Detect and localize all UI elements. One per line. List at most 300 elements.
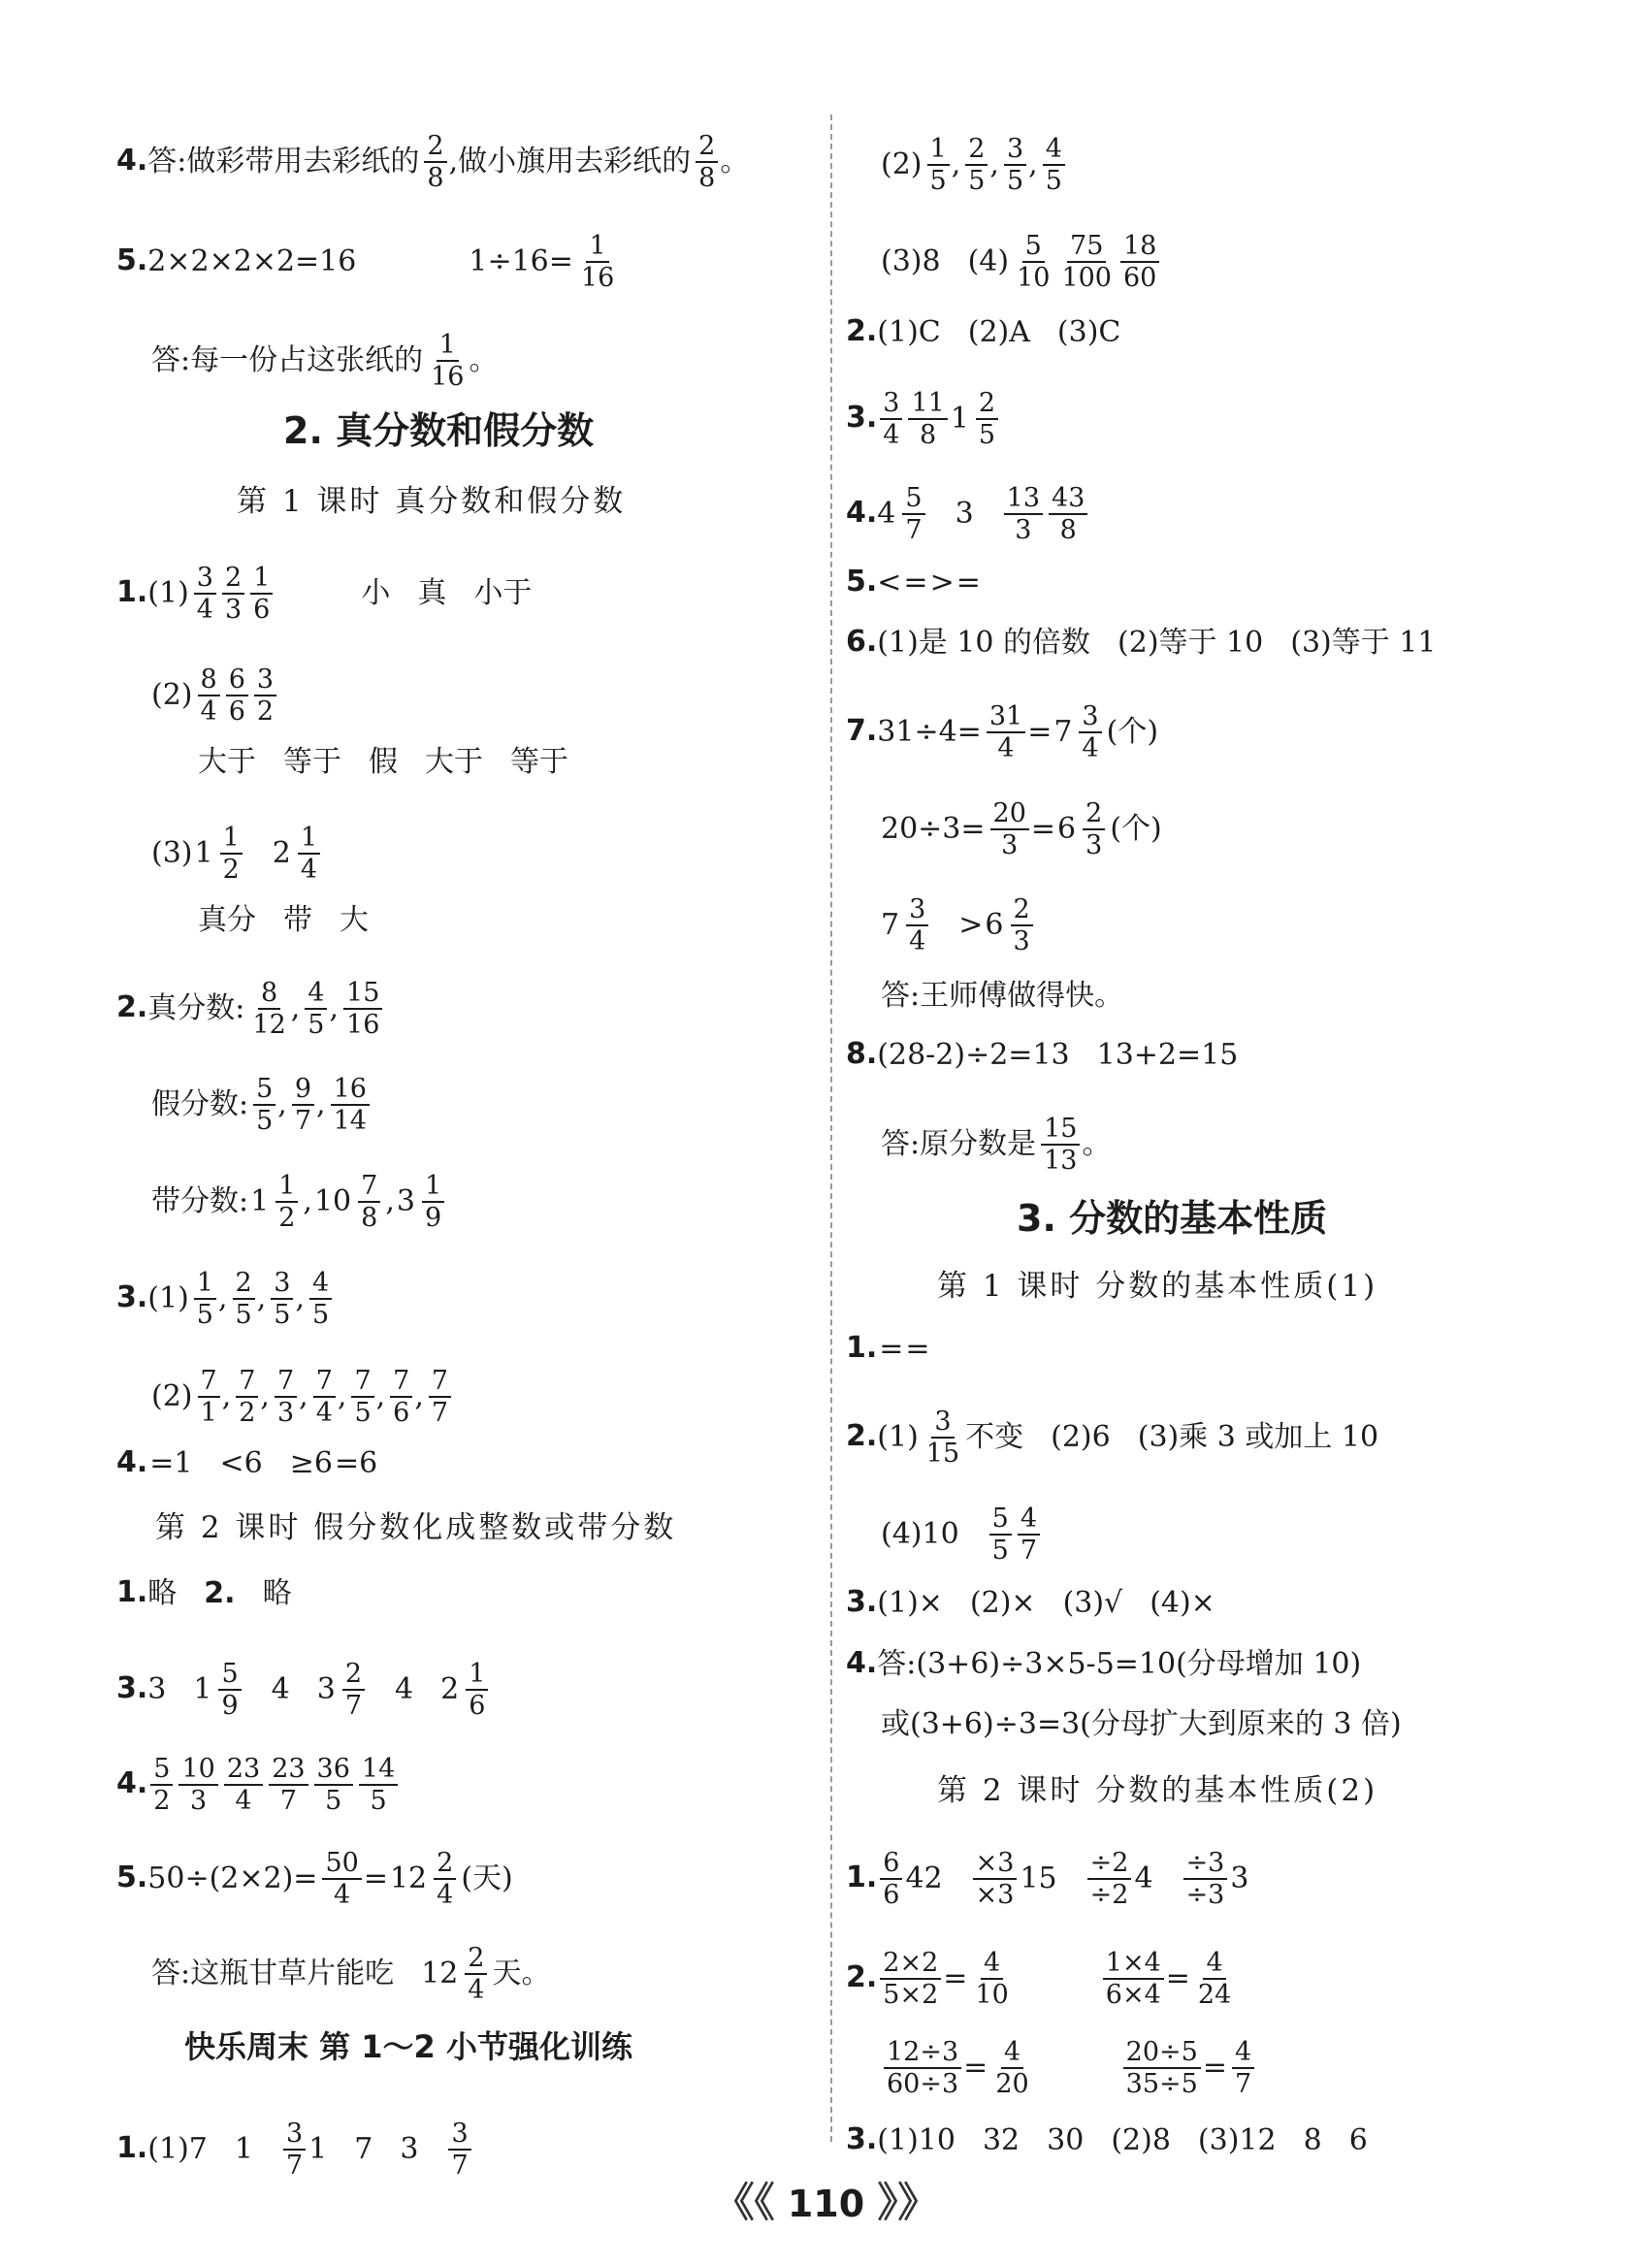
denominator: 2 <box>222 855 240 885</box>
whole-part: 2 <box>440 1672 460 1706</box>
answer-text: 2×2×2×2=16 <box>147 244 357 278</box>
numerator: 12÷3 <box>884 2037 961 2069</box>
numerator: 4 <box>305 978 327 1010</box>
lesson-subtitle: 第 2 课时 假分数化成整数或带分数 <box>155 1510 677 1545</box>
question-number: 3. <box>846 2122 878 2156</box>
fraction <box>466 1659 488 1721</box>
numerator: 2×2 <box>880 1948 941 1980</box>
numerator: 18 <box>1120 231 1159 263</box>
answer-line <box>116 1848 540 1910</box>
answer-line <box>116 978 385 1040</box>
mixed-number <box>390 1848 459 1910</box>
answer-text: 答:原分数是 <box>881 1127 1037 1161</box>
numerator: 36 <box>314 1754 353 1786</box>
numerator: 5 <box>150 1754 173 1786</box>
whole-part: 3 <box>396 1184 415 1218</box>
denominator: 7 <box>1020 1536 1038 1566</box>
numerator: 23 <box>269 1754 308 1786</box>
answer-line <box>116 1443 405 1483</box>
mixed-number <box>317 1659 368 1721</box>
question-number: 1. <box>116 2131 148 2165</box>
fraction <box>973 1848 1018 1910</box>
numerator: 1 <box>250 563 273 595</box>
denominator: 3 <box>1001 830 1019 860</box>
mixed-number <box>250 1171 301 1233</box>
fraction <box>1087 1848 1132 1910</box>
numerator: 9 <box>292 1074 314 1106</box>
denominator: 20 <box>995 2069 1029 2099</box>
answer-text: , <box>337 1379 347 1413</box>
numerator: 5 <box>253 1074 275 1106</box>
denominator: 16 <box>431 362 465 392</box>
answer-text: (28-2)÷2=13 <box>877 1038 1070 1072</box>
numerator: 3 <box>1004 134 1026 166</box>
denominator: 5 <box>274 1300 291 1330</box>
fraction <box>250 563 273 625</box>
denominator: 5 <box>370 1786 387 1816</box>
numerator: 20 <box>990 798 1029 830</box>
fraction <box>434 1848 456 1910</box>
answer-text: (2)等于 10 <box>1118 626 1264 660</box>
fraction <box>578 231 617 293</box>
numerator: 4 <box>1001 2037 1023 2069</box>
fraction <box>987 701 1025 763</box>
denominator: 2 <box>239 1398 256 1428</box>
numerator: 4 <box>1232 2037 1254 2069</box>
fraction <box>1120 231 1159 293</box>
fraction <box>1079 701 1101 763</box>
lesson-subtitle: 第 2 课时 分数的基本性质(2) <box>937 1773 1378 1808</box>
mixed-number <box>440 1659 491 1721</box>
lesson-subtitle: 第 1 课时 真分数和假分数 <box>237 484 627 519</box>
answer-line <box>116 131 751 193</box>
numerator: 7 <box>198 1366 220 1398</box>
denominator: 6 <box>469 1691 486 1721</box>
answer-text: 天。 <box>492 1957 551 1990</box>
question-number: 4. <box>116 1445 148 1479</box>
fraction <box>220 823 243 885</box>
numerator: 2 <box>465 1943 487 1975</box>
answer-line <box>116 1573 319 1613</box>
denominator: 5 <box>311 1300 330 1330</box>
fraction <box>884 2037 961 2099</box>
answer-text: (3)8 <box>881 244 941 278</box>
answer-text: , <box>329 991 340 1025</box>
answer-text: , <box>316 1087 326 1121</box>
fraction <box>429 1366 451 1428</box>
answer-line <box>881 134 1068 196</box>
mixed-number <box>273 823 323 885</box>
denominator: 4 <box>200 696 217 727</box>
answer-line <box>116 563 559 625</box>
answer-text: 13+2=15 <box>1096 1038 1239 1072</box>
fraction <box>1123 2037 1201 2099</box>
column-divider <box>830 114 832 2142</box>
whole-part: 7 <box>1053 715 1073 749</box>
answer-line <box>846 1644 1388 1684</box>
answer-text: (4)× <box>1150 1586 1215 1620</box>
denominator: 5 <box>325 1786 342 1816</box>
denominator: 13 <box>1044 1146 1078 1176</box>
denominator: 7 <box>1234 2069 1252 2099</box>
denominator: ÷3 <box>1185 1880 1225 1910</box>
question-number: 3. <box>846 1585 878 1619</box>
denominator: 5 <box>978 420 996 450</box>
denominator: 5 <box>929 166 947 196</box>
numerator: 6 <box>880 1848 902 1880</box>
numerator: 16 <box>331 1074 370 1106</box>
fraction <box>1083 798 1105 860</box>
denominator: 5 <box>354 1398 372 1428</box>
whole-part: 1 <box>194 836 213 870</box>
question-number: 2. <box>846 314 878 348</box>
answer-text: 8 <box>1303 2123 1322 2157</box>
numerator: 7 <box>236 1366 258 1398</box>
lesson-subtitle: 快乐周末 第 1～2 小节强化训练 <box>184 2028 632 2065</box>
answer-line <box>116 2119 474 2181</box>
answer-line <box>881 798 1189 860</box>
answer-line <box>116 1754 401 1816</box>
answer-text: (3)√ <box>1062 1586 1123 1620</box>
denominator: 9 <box>424 1203 442 1233</box>
fraction <box>976 388 998 450</box>
fraction <box>305 978 327 1040</box>
numerator: 3 <box>283 2119 306 2151</box>
fraction <box>342 1659 365 1721</box>
answer-text: 1 <box>234 2132 253 2166</box>
answer-text: 小于 <box>473 576 533 610</box>
denominator: 4 <box>997 733 1015 763</box>
answer-text: (4) <box>967 244 1010 278</box>
denominator: 8 <box>427 163 444 193</box>
numerator: 4 <box>1203 1948 1225 1980</box>
fraction <box>331 1074 370 1136</box>
numerator: 15 <box>343 978 382 1010</box>
numerator: 7 <box>275 1366 297 1398</box>
chevron-left-icon: 《《 <box>713 2179 775 2226</box>
fraction <box>1004 483 1043 545</box>
numerator: 23 <box>224 1754 263 1786</box>
denominator: 2 <box>278 1203 296 1233</box>
answer-text: = <box>879 1332 904 1366</box>
denominator: 4 <box>334 1880 351 1910</box>
answer-text: (2)8 <box>1111 2123 1171 2157</box>
denominator: 8 <box>361 1203 378 1233</box>
whole-part: 1 <box>250 1184 270 1218</box>
mixed-number <box>397 1171 447 1233</box>
fraction <box>275 1171 298 1233</box>
answer-text: 真分数: <box>147 991 245 1025</box>
numerator: 2 <box>222 563 244 595</box>
answer-line <box>881 1504 1043 1566</box>
fraction <box>902 483 924 545</box>
numerator: 2 <box>965 134 988 166</box>
answer-text: = <box>1030 812 1056 846</box>
answer-line <box>881 894 1063 956</box>
numerator: 7 <box>313 1366 336 1398</box>
fraction <box>343 978 382 1040</box>
fraction <box>226 664 248 727</box>
answer-text: 假分数: <box>151 1087 249 1121</box>
numerator: 2 <box>233 1268 255 1300</box>
fraction <box>194 563 216 625</box>
answer-line <box>116 1659 518 1721</box>
denominator: 5 <box>991 1536 1009 1566</box>
answer-text: (3)乘 3 或加上 10 <box>1137 1420 1379 1454</box>
denominator: 5 <box>256 1106 274 1136</box>
numerator: 2 <box>696 131 718 163</box>
answer-line <box>846 1948 1237 2010</box>
numerator: 5 <box>218 1659 241 1691</box>
denominator: 4 <box>909 926 926 956</box>
denominator: 4 <box>1082 733 1099 763</box>
fraction <box>424 131 446 193</box>
mixed-number <box>1053 701 1104 763</box>
numerator: 10 <box>178 1754 217 1786</box>
numerator: 4 <box>1043 134 1065 166</box>
answer-text: , <box>221 1379 232 1413</box>
answer-text: 小 <box>361 576 391 610</box>
numerator: 5 <box>1022 231 1045 263</box>
denominator: 7 <box>905 515 923 545</box>
numerator: 3 <box>448 2119 470 2151</box>
answer-line <box>151 1171 474 1233</box>
fraction <box>222 563 244 625</box>
answer-text: 真 <box>417 576 447 610</box>
whole-part: 1 <box>193 1672 212 1706</box>
fraction <box>880 1848 902 1910</box>
answer-text: (1)是 10 的倍数 <box>877 626 1091 660</box>
numerator: 5 <box>989 1504 1012 1536</box>
whole-part: 2 <box>272 836 291 870</box>
denominator: 10 <box>1017 263 1051 293</box>
denominator: 10 <box>975 1980 1009 2010</box>
answer-line <box>846 1407 1406 1469</box>
mixed-number <box>951 388 1001 450</box>
numerator: 2 <box>434 1848 456 1880</box>
question-number: 5. <box>846 565 878 599</box>
answer-text: (3)12 <box>1197 2123 1277 2157</box>
answer-text: 带 <box>283 903 312 937</box>
question-number: 4. <box>846 1646 878 1680</box>
section-title: 2. 真分数和假分数 <box>283 409 595 452</box>
numerator: 8 <box>258 978 280 1010</box>
numerator: 1×4 <box>1103 1948 1164 1980</box>
fraction <box>696 131 718 193</box>
answer-text: 6 <box>1348 2123 1368 2157</box>
numerator: ÷2 <box>1087 1848 1132 1880</box>
question-number: 2. <box>846 1960 878 1994</box>
question-number: 1. <box>846 1331 878 1365</box>
answer-line <box>151 823 350 885</box>
numerator: 5 <box>902 483 924 515</box>
mixed-number <box>1057 798 1108 860</box>
fraction <box>150 1754 173 1816</box>
denominator: 5 <box>235 1300 252 1330</box>
fraction <box>992 2037 1031 2099</box>
fraction <box>1018 1504 1040 1566</box>
question-number: 4. <box>846 496 878 530</box>
question-number: 5. <box>116 243 148 277</box>
question-number: 6. <box>846 625 878 659</box>
denominator: 5 <box>968 166 986 196</box>
numerator: 2 <box>424 131 446 163</box>
denominator: ÷2 <box>1089 1880 1129 1910</box>
fraction <box>249 978 288 1040</box>
answer-line <box>846 623 1463 663</box>
question-number: 3. <box>116 1671 148 1705</box>
fraction <box>218 1659 241 1721</box>
answer-text: (2)A <box>967 315 1030 349</box>
fraction <box>194 1268 216 1330</box>
answer-line <box>881 1704 1429 1744</box>
fraction <box>1049 483 1087 545</box>
denominator: 4 <box>315 1398 333 1428</box>
denominator: 5 <box>1045 166 1062 196</box>
answer-text: (3)C <box>1056 315 1121 349</box>
fraction <box>1183 1848 1228 1910</box>
answer-line <box>846 1848 1276 1910</box>
answer-text: = <box>1165 1961 1190 1995</box>
answer-text: = <box>905 1332 930 1366</box>
answer-text: = <box>1202 2051 1227 2085</box>
numerator: 7 <box>390 1366 412 1398</box>
answer-text: (1)10 <box>877 2123 956 2157</box>
answer-text: 4 <box>1134 1861 1153 1895</box>
fraction <box>1011 894 1033 956</box>
numerator: 1 <box>298 823 320 855</box>
denominator: 3 <box>190 1786 208 1816</box>
answer-text: 或(3+6)÷3=3(分母扩大到原来的 3 倍) <box>881 1707 1402 1741</box>
fraction <box>1004 134 1026 196</box>
chevron-right-icon: 》》 <box>877 2179 939 2226</box>
answer-text: (4)10 <box>881 1517 959 1551</box>
answer-line <box>151 1366 454 1428</box>
answer-text: = <box>363 1861 388 1895</box>
numerator: 7 <box>358 1171 380 1203</box>
denominator: 5 <box>1006 166 1024 196</box>
denominator: 60÷3 <box>887 2069 959 2099</box>
fraction <box>253 1074 275 1136</box>
answer-text: (1)7 <box>147 2132 208 2166</box>
answer-text: , <box>256 1281 267 1315</box>
answer-text: (3) <box>151 836 193 870</box>
answer-text: 大于 <box>198 745 256 779</box>
numerator: 2 <box>342 1659 365 1691</box>
answer-text: (2)× <box>969 1586 1036 1620</box>
answer-text: = <box>963 2051 988 2085</box>
answer-text: (2) <box>881 147 923 181</box>
numerator: 1 <box>275 1171 298 1203</box>
fraction <box>275 1366 297 1428</box>
numerator: 1 <box>194 1268 216 1300</box>
numerator: 4 <box>309 1268 332 1300</box>
mixed-number <box>421 1943 490 2005</box>
denominator: 3 <box>224 595 243 625</box>
answer-text: 等于 <box>283 745 341 779</box>
denominator: 4 <box>437 1880 454 1910</box>
denominator: 3 <box>276 1398 295 1428</box>
answer-text: (天) <box>461 1861 513 1895</box>
answer-text: 答:王师傅做得快。 <box>881 979 1124 1013</box>
whole-part: 6 <box>1057 812 1077 846</box>
answer-text: 3 <box>955 497 974 531</box>
question-number: 4. <box>116 144 148 178</box>
fraction <box>359 1754 398 1816</box>
answer-text: 答:做彩带用去彩纸的 <box>147 145 420 178</box>
fraction <box>322 1848 361 1910</box>
denominator: 8 <box>1059 515 1077 545</box>
answer-text: 4 <box>395 1672 414 1706</box>
fraction <box>283 2119 306 2181</box>
question-number: 3. <box>116 1280 148 1314</box>
answer-text: = <box>903 566 928 599</box>
denominator: 6 <box>253 595 271 625</box>
numerator: 3 <box>271 1268 293 1300</box>
fraction <box>292 1074 314 1136</box>
fraction <box>1232 2037 1254 2099</box>
answer-text: 答:(3+6)÷3×5-5=10(分母增加 10) <box>877 1647 1362 1681</box>
fraction <box>236 1366 258 1428</box>
answer-text: 带分数: <box>151 1184 249 1218</box>
numerator: 3 <box>906 894 928 926</box>
mixed-number <box>193 1659 243 1721</box>
question-number: 1. <box>846 1861 878 1894</box>
denominator: 60 <box>1123 263 1157 293</box>
whole-part: 12 <box>421 1957 459 1990</box>
answer-text: , <box>989 147 999 181</box>
answer-text: =1 <box>149 1446 193 1480</box>
answer-line <box>846 1329 932 1369</box>
answer-line <box>846 483 1090 545</box>
fraction <box>309 1268 332 1330</box>
fraction <box>448 2119 470 2181</box>
answer-line <box>116 1268 335 1330</box>
answer-line <box>198 742 596 782</box>
denominator: 1 <box>200 1398 217 1428</box>
answer-text: (2) <box>151 678 193 712</box>
question-number: 2. <box>204 1576 236 1610</box>
fraction <box>1103 1948 1164 2010</box>
fraction <box>1058 231 1115 293</box>
answer-text: , <box>414 1379 424 1413</box>
denominator: 7 <box>294 1106 312 1136</box>
answer-text: = <box>1027 715 1053 749</box>
numerator: 3 <box>931 1407 954 1439</box>
answer-line <box>846 2120 1395 2160</box>
numerator: 2 <box>976 388 998 420</box>
fraction <box>906 894 928 956</box>
answer-line <box>151 1074 373 1136</box>
fraction <box>254 664 276 727</box>
denominator: 5 <box>308 1010 325 1040</box>
answer-text: (2)6 <box>1051 1420 1111 1454</box>
numerator: 1 <box>927 134 950 166</box>
answer-text: , <box>295 1281 305 1315</box>
answer-text: 大于 <box>425 745 483 779</box>
denominator: 7 <box>279 1786 297 1816</box>
denominator: 7 <box>431 1398 449 1428</box>
numerator: 3 <box>880 388 902 420</box>
question-number: 3. <box>846 401 878 435</box>
answer-text: 略 <box>262 1576 292 1610</box>
fraction <box>198 664 220 727</box>
answer-text: 略 <box>147 1576 178 1610</box>
fraction <box>422 1171 444 1233</box>
fraction <box>927 134 950 196</box>
answer-text: > <box>958 908 984 942</box>
answer-text: 3 <box>400 2132 419 2166</box>
